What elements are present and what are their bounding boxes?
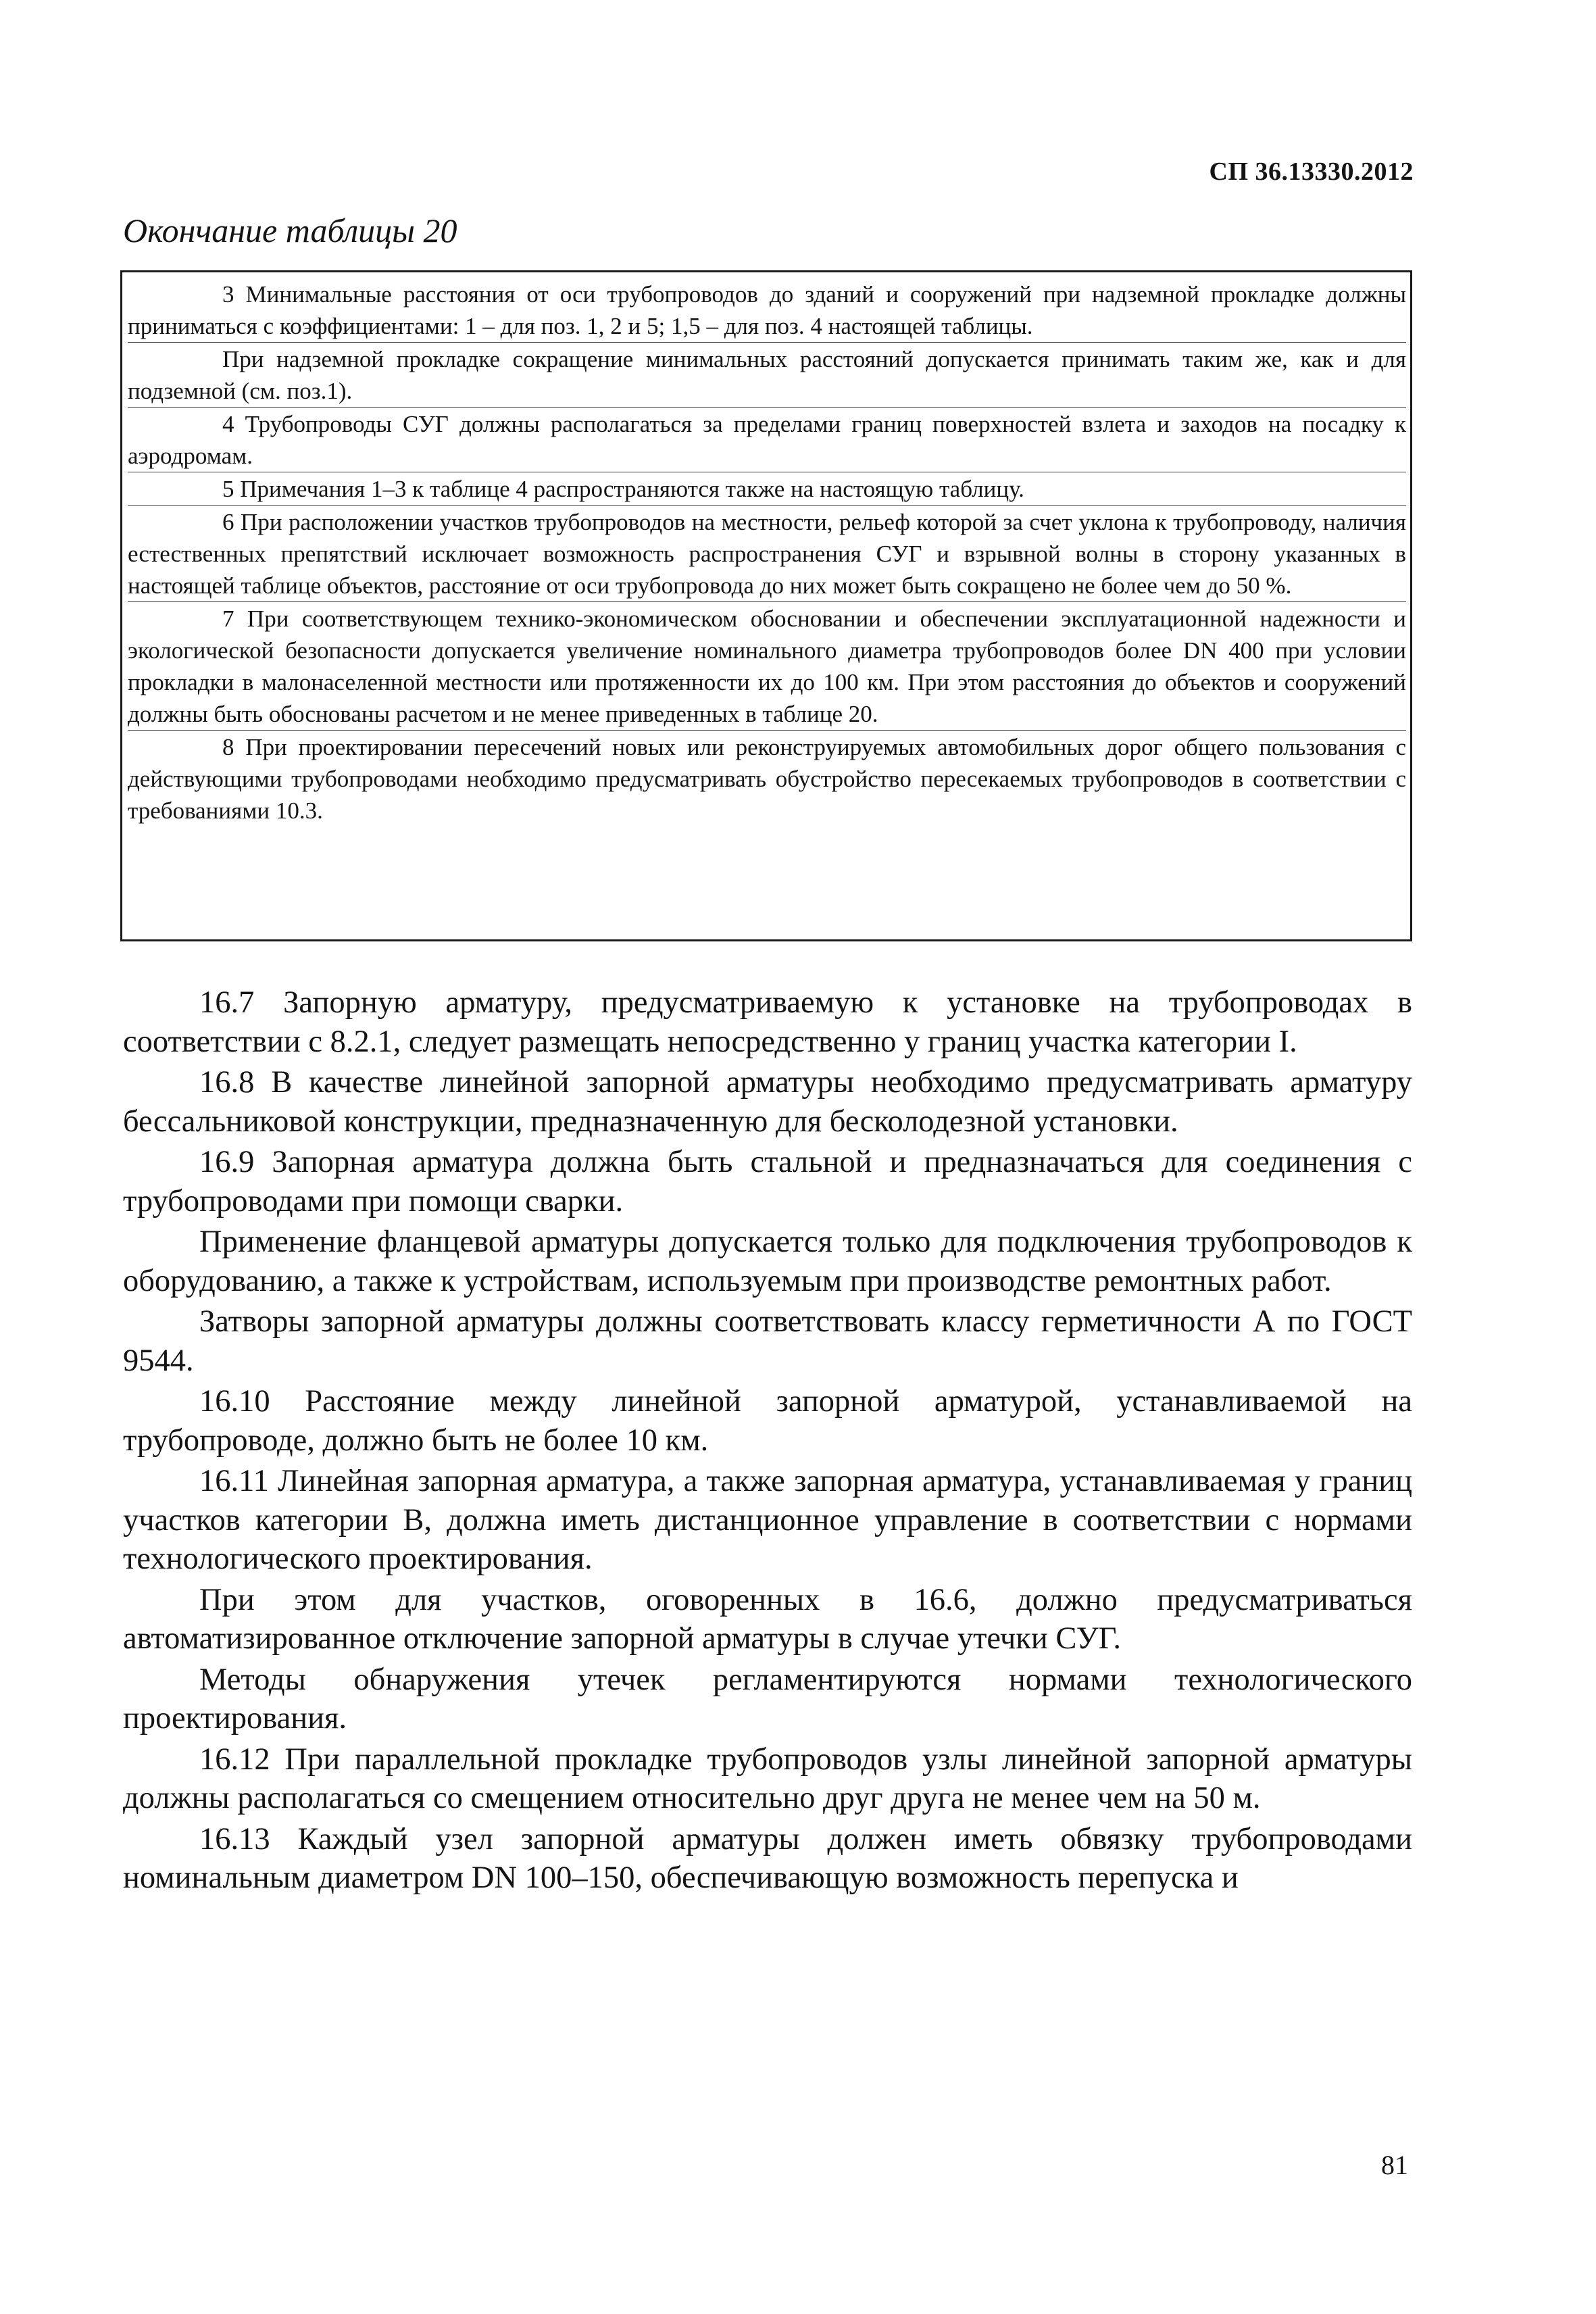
- document-code: СП 36.13330.2012: [1209, 157, 1414, 186]
- table-notes: [120, 270, 1412, 941]
- table-caption: Окончание таблицы 20: [123, 212, 457, 249]
- paragraph-16-13: 16.13 Каждый узел запорной арматуры должен иметь обвязку трубопроводами номинальным диаметром DN 100–150, обеспечивающую возможность перепуска и: [123, 1821, 1412, 1895]
- table-note: 4 Трубопроводы СУГ должны располагаться за пределами границ поверхностей взлета и заходов на посадку к аэродромам.: [128, 407, 1406, 472]
- table-note: 3 Минимальные расстояния от оси трубопроводов до зданий и сооружений при надземной прокладке должны приниматься с коэффициентами: 1 – для поз. 1, 2 и 5; 1,5 – для поз. 4 настоящей таблицы.: [128, 281, 1406, 339]
- paragraph-valve-tightness: Затворы запорной арматуры должны соответствовать классу герметичности А по ГОСТ 9544.: [123, 1304, 1412, 1378]
- paragraph-16-10: 16.10 Расстояние между линейной запорной арматурой, устанавливаемой на трубопроводе, должно быть не более 10 км.: [123, 1384, 1412, 1458]
- paragraph-16-8: 16.8 В качестве линейной запорной арматуры необходимо предусматривать арматуру бессальниковой конструкции, предназначенную для бесколодезной установки.: [123, 1065, 1412, 1139]
- paragraph-16-12: 16.12 При параллельной прокладке трубопроводов узлы линейной запорной арматуры должны располагаться со смещением относительно друг друга не менее чем на 50 м.: [123, 1742, 1412, 1815]
- table-note: 8 При проектировании пересечений новых или реконструируемых автомобильных дорог общего пользования с действующими трубопроводами необходимо предусматривать обустройство пересекаемых трубопроводов в соответствии с требованиями 10.3.: [128, 730, 1406, 827]
- page-number: 81: [1381, 2150, 1408, 2180]
- table-note: 6 При расположении участков трубопроводов на местности, рельеф которой за счет уклона к трубопроводу, наличия естественных препятствий исключает возможность распространения СУГ и взрывной волны в сторону указанных в настоящей таблице объектов, расстояние от оси трубопровода до них может быть сокращено не более чем до 50 %.: [128, 505, 1406, 601]
- paragraph-flange-valves: Применение фланцевой арматуры допускается только для подключения трубопроводов к оборудованию, а также к устройствам, используемым при производстве ремонтных работ.: [123, 1225, 1412, 1298]
- table-note: 5 Примечания 1–3 к таблице 4 распространяются также на настоящую таблицу.: [128, 472, 1406, 505]
- body-text: [123, 983, 1412, 1900]
- paragraph-auto-shutoff: При этом для участков, оговоренных в 16.6, должно предусматриваться автоматизированное отключение запорной арматуры в случае утечки СУГ.: [123, 1582, 1412, 1656]
- table-note: При надземной прокладке сокращение минимальных расстояний допускается принимать таким же, как и для подземной (см. поз.1).: [128, 342, 1406, 407]
- paragraph-16-9: 16.9 Запорная арматура должна быть стальной и предназначаться для соединения с трубопроводами при помощи сварки.: [123, 1145, 1412, 1218]
- paragraph-leak-detection: Методы обнаружения утечек регламентируются нормами технологического проектирования.: [123, 1662, 1412, 1736]
- paragraph-16-11: 16.11 Линейная запорная арматура, а также запорная арматура, устанавливаемая у границ участков категории В, должна иметь дистанционное управление в соответствии с нормами технологического проектирования.: [123, 1464, 1412, 1576]
- table-note: 7 При соответствующем технико-экономическом обосновании и обеспечении эксплуатационной надежности и экологической безопасности допускается увеличение номинального диаметра трубопроводов более DN 400 при условии прокладки в малонаселенной местности или протяженности их до 100 км. При этом расстояния до объектов и сооружений должны быть обоснованы расчетом и не менее приведенных в таблице 20.: [128, 601, 1406, 730]
- paragraph-16-7: 16.7 Запорную арматуру, предусматриваемую к установке на трубопроводах в соответствии с 8.2.1, следует размещать непосредственно у границ участка категории I.: [123, 985, 1412, 1059]
